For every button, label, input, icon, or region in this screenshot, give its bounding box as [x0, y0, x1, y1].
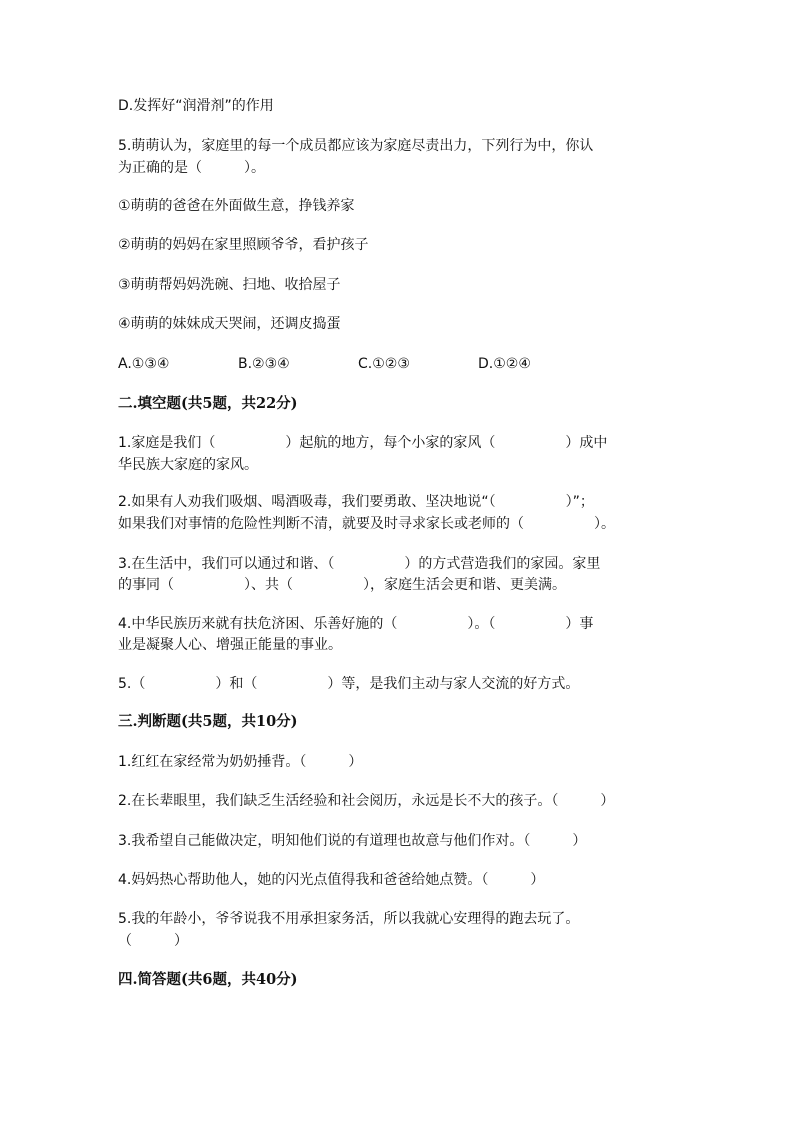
q5-option-b: B.②③④: [238, 356, 290, 372]
fill-q3-line1: 3.在生活中，我们可以通过和谐、（ ）的方式营造我们的家园。家里: [118, 556, 601, 572]
q5-statement-4: ④萌萌的妹妹成天哭闹，还调皮捣蛋: [118, 316, 341, 332]
fill-q1-line2: 华民族大家庭的家风。: [118, 457, 258, 473]
q5-stem-line2: 为正确的是（ ）。: [118, 160, 265, 176]
q5-options: [118, 355, 598, 373]
q5-option-c: C.①②③: [358, 356, 410, 372]
q5-option-d: D.①②④: [478, 356, 531, 372]
judge-section-heading: 三.判断题(共5题，共10分): [118, 713, 298, 730]
fill-q3-line2: 的事同（ ）、共（ ），家庭生活会更和谐、更美满。: [118, 577, 566, 593]
judge-q2: 2.在长辈眼里，我们缺乏生活经验和社会阅历，永远是长不大的孩子。（ ）: [118, 793, 615, 809]
fill-q2-line1: 2.如果有人劝我们吸烟、喝酒吸毒，我们要勇敢、坚决地说“（ ）”；: [118, 494, 594, 510]
fill-q4-line2: 业是凝聚人心、增强正能量的事业。: [118, 637, 342, 653]
judge-q1: 1.红红在家经常为奶奶捶背。（ ）: [118, 754, 363, 770]
fill-q4-line1: 4.中华民族历来就有扶危济困、乐善好施的（ ）。（ ）事: [118, 616, 594, 632]
fill-q2-line2: 如果我们对事情的危险性判断不清，就要及时寻求家长或老师的（ ）。: [118, 516, 615, 532]
fill-q1-line1: 1.家庭是我们（ ）起航的地方，每个小家的家风（ ）成中: [118, 435, 608, 451]
q5-statement-3: ③萌萌帮妈妈洗碗、扫地、收拾屋子: [118, 277, 341, 293]
short-section-heading: 四.简答题(共6题，共40分): [118, 971, 298, 988]
fill-q5-line1: 5.（ ）和（ ）等，是我们主动与家人交流的好方式。: [118, 676, 580, 692]
q5-statement-1: ①萌萌的爸爸在外面做生意，挣钱养家: [118, 198, 355, 214]
fill-section-heading: 二.填空题(共5题，共22分): [118, 395, 298, 412]
mc-option-d: D.发挥好“润滑剂”的作用: [118, 98, 274, 114]
q5-statement-2: ②萌萌的妈妈在家里照顾爷爷，看护孩子: [118, 237, 369, 253]
q5-stem-line1: 5.萌萌认为，家庭里的每一个成员都应该为家庭尽责出力，下列行为中，你认: [118, 138, 594, 154]
q5-option-a: A.①③④: [118, 356, 170, 372]
judge-q3: 3.我希望自己能做决定，明知他们说的有道理也故意与他们作对。（ ）: [118, 833, 587, 849]
judge-q5-line1: 5.我的年龄小，爷爷说我不用承担家务活，所以我就心安理得的跑去玩了。: [118, 911, 580, 927]
judge-q5-line2: （ ）: [118, 933, 188, 949]
judge-q4: 4.妈妈热心帮助他人，她的闪光点值得我和爸爸给她点赞。（ ）: [118, 872, 545, 888]
